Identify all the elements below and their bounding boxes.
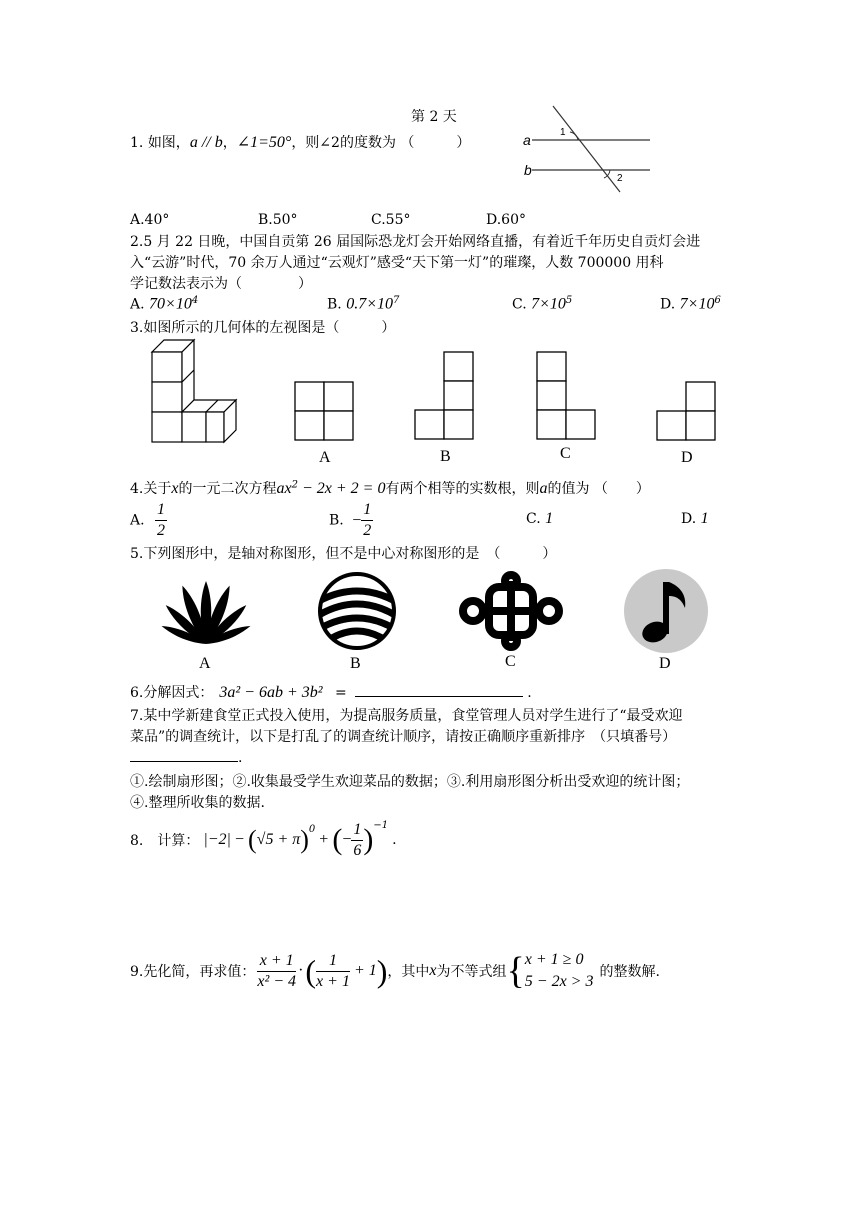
q7-line-1: 7.某中学新建食堂正式投入使用，为提高服务质量，食堂管理人员对学生进行了“最受欢迎 — [130, 708, 683, 724]
q7-line-3: ①.绘制扇形图；②.收集最受学生欢迎菜品的数据；③.利用扇形图分析出受欢迎的统计图； — [130, 774, 690, 790]
q3-option-c-label: C — [560, 445, 571, 462]
q4-option-c: C. 1 — [526, 510, 554, 527]
question-8: 8. 计算： |−2| − ( √5 + π ) $^0$ + ( − $\frac{1}{6}$ ) $^{-1}$ . — [130, 820, 397, 859]
q1-prefix: 如图， — [147, 135, 190, 151]
question-4: 4.关于x的一元二次方程$ax^2 - 2x + 2 = 0$有两个相等的实数根，则a的值为 （ ） — [130, 479, 650, 497]
q3-option-a-figure — [294, 381, 356, 443]
q6-expression: 3a² − 6ab + 3b² — [219, 684, 323, 701]
q1-label-2: 2 — [617, 173, 623, 184]
q5-option-d-logo — [623, 568, 709, 654]
q7-answer-blank — [130, 747, 238, 762]
q4-option-d: D. 1 — [681, 510, 709, 527]
q5-option-a-label: A — [199, 655, 211, 672]
question-1: 1. 如图，a // b，∠1=50°，则∠2的度数为 （ ） — [130, 134, 471, 151]
q7-line-2: 菜品”的调查统计，以下是打乱了的调查统计顺序，请按正确顺序重新排序 （只填番号） — [130, 729, 677, 745]
q2-option-a: A. $70\times 10^4$ — [130, 295, 199, 313]
q3-option-c-figure — [536, 351, 598, 443]
q4-option-a: A. $\frac{1}{2}$ — [130, 501, 166, 539]
q1-label-1: 1 — [560, 127, 566, 138]
question-9: 9.先化简，再求值： $\frac{x + 1}{\text{x² − 4}}$ · ( $\frac{1}{x + 1}$ + 1 ) ，其中 x 为不等式组 { x + 1 ≥ 0 5 − 2x > 3 的整数解. — [130, 950, 660, 992]
q2-line-1: 2.5 月 22 日晚，中国自贡第 26 届国际恐龙灯会开始网络直播，有着近千年历史自贡灯会进 — [130, 234, 701, 250]
q2-option-c: C. $7\times 10^5$ — [512, 295, 573, 313]
q1-label-a: a — [523, 132, 531, 148]
q9-inequality-1: x + 1 ≥ 0 — [524, 951, 584, 968]
q5-option-c-label: C — [505, 653, 516, 670]
q3-option-d-figure — [656, 381, 718, 443]
q1-option-c: C.55° — [371, 212, 411, 228]
q2-option-b: B. $0.7\times 10^7$ — [327, 295, 400, 313]
q2-option-d: D. $7\times 10^6$ — [660, 295, 721, 313]
q3-solid-figure — [150, 338, 240, 450]
q5-option-d-label: D — [659, 655, 671, 672]
q9-inequality-2: 5 − 2x > 3 — [524, 973, 594, 990]
q5-option-a-logo — [154, 578, 258, 648]
q2-line-3: 学记数法表示为（ ） — [130, 276, 312, 292]
q3-option-d-label: D — [681, 449, 693, 466]
q1-option-a: A.40° — [130, 212, 170, 228]
q3-option-b-figure — [414, 351, 476, 443]
q5-option-c-logo — [459, 571, 563, 651]
q5-text: 5.下列图形中，是轴对称图形，但不是中心对称图形的是 （ ） — [130, 546, 557, 562]
q1-option-b: B.50° — [258, 212, 298, 228]
q5-option-b-logo — [317, 571, 397, 651]
q3-option-b-label: B — [440, 448, 451, 465]
question-6: 6.分解因式： 3a² − 6ab + 3b² = . — [130, 684, 532, 701]
q7-line-4: ④.整理所收集的数据. — [130, 795, 265, 811]
q1-question: ，则∠2的度数为 — [291, 135, 396, 151]
q1-label-b: b — [524, 162, 532, 178]
page-title: 第 2 天 — [411, 109, 457, 125]
q1-figure — [520, 102, 660, 194]
q6-answer-blank — [355, 682, 523, 697]
q5-option-b-label: B — [350, 655, 361, 672]
q3-text: 3.如图所示的几何体的左视图是（ ） — [130, 320, 396, 336]
q7-answer-line: . — [130, 747, 242, 766]
q1-number: 1. — [130, 135, 144, 151]
q4-option-b: B. − $\frac{1}{2}$ — [329, 501, 372, 539]
q2-line-2: 入“云游”时代，70 余万人通过“云观灯”感受“天下第一灯”的璀璨，人数 700000 用科 — [130, 255, 664, 271]
q1-condition-parallel: a // b — [189, 134, 223, 151]
q1-option-d: D.60° — [486, 212, 526, 228]
q1-condition-angle: ∠1=50° — [236, 134, 292, 151]
q1-answer-paren: （ ） — [400, 135, 471, 151]
q3-option-a-label: A — [319, 449, 331, 466]
